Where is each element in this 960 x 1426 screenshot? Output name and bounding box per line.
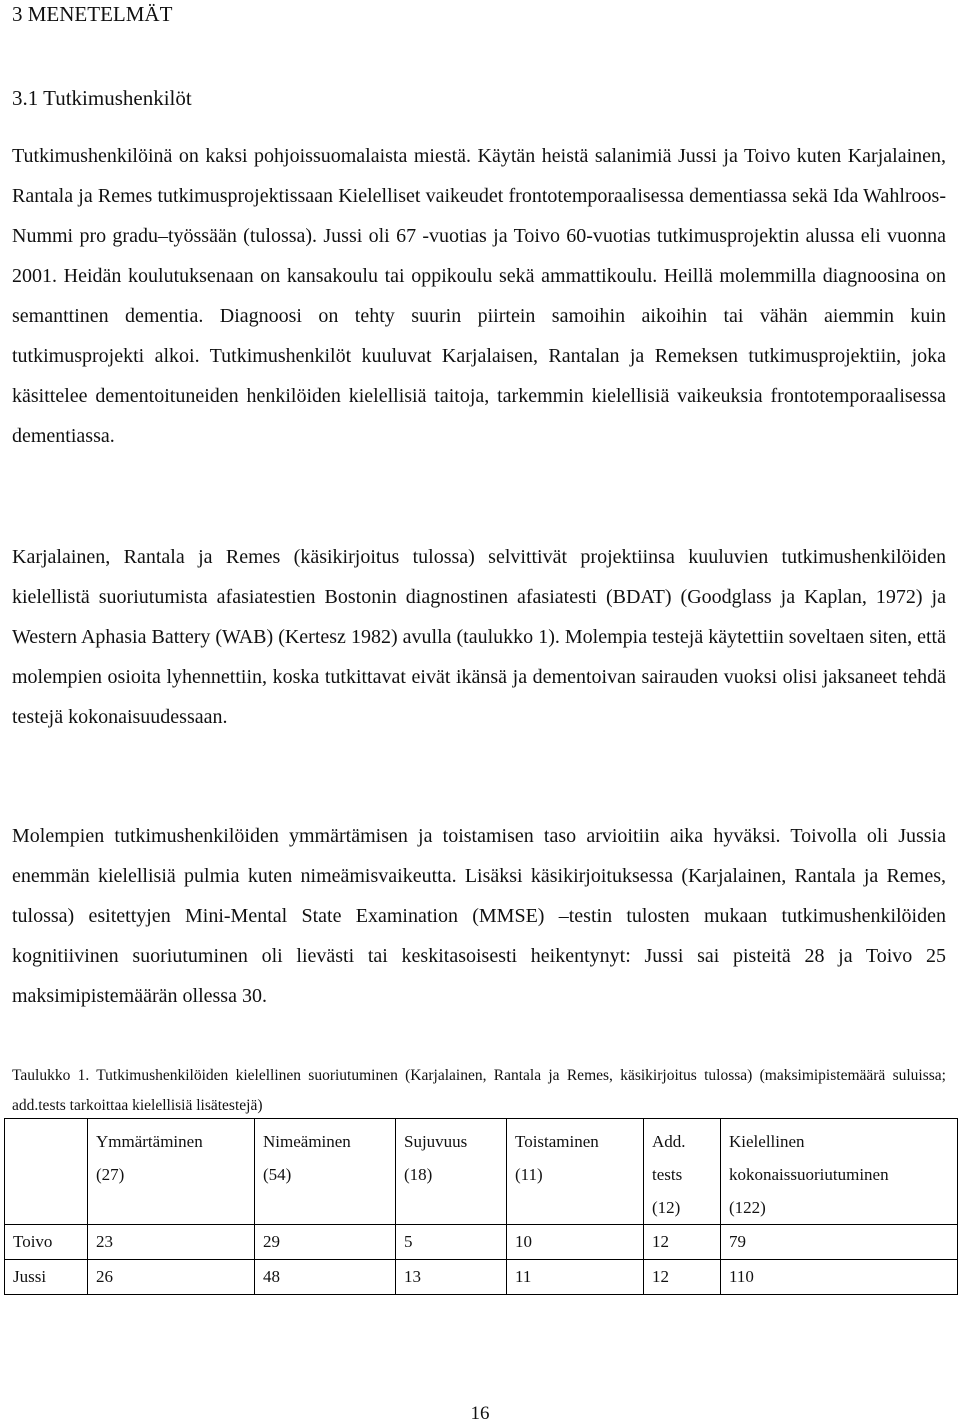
table-caption: Taulukko 1. Tutkimushenkilöiden kielellinen suoriutuminen (Karjalainen, Rantala ja Remes, käsikirjoitus tulossa) (maksimipistemäärä suluissa; add.tests tarkoittaa kielellisiä lisätestejä) [12, 1067, 946, 1114]
value-cell: 48 [255, 1260, 396, 1295]
value-cell: 29 [255, 1225, 396, 1260]
header-label: Add. tests [652, 1132, 686, 1184]
header-cell [721, 1119, 958, 1225]
header-label: Toistaminen [515, 1132, 599, 1151]
header-max: (54) [263, 1165, 292, 1184]
header-cell [396, 1119, 507, 1225]
value-cell: 5 [396, 1225, 507, 1260]
value-cell: 12 [644, 1260, 721, 1295]
value-cell: 12 [644, 1225, 721, 1260]
paragraph-3: Molempien tutkimushenkilöiden ymmärtämisen ja toistamisen taso arvioitiin aika hyväksi. Toivolla oli Jussia enemmän kielellisiä pulmia kuten nimeämisvaikeutta. Lisäksi käsikirjoituksessa (Karjalainen, Rantala ja Remes, tulossa) esitettyjen Mini-Mental State Examination (MMSE) –testin tulosten mukaan tutkimushenkilöiden kognitiivinen suoriutuminen oli lievästi tai keskitasoisesti heikentynyt: Jussi sai pisteitä 28 ja Toivo 25 maksimipistemäärän ollessa 30. [12, 825, 946, 1007]
value-cell: 110 [721, 1260, 958, 1295]
header-max: (12) [652, 1198, 681, 1217]
table-header-row [5, 1119, 958, 1225]
value-cell: 26 [88, 1260, 255, 1295]
table-row [5, 1260, 958, 1295]
section-heading: 3.1 Tutkimushenkilöt [12, 86, 192, 110]
header-label: Ymmärtäminen [96, 1132, 203, 1151]
value-cell: 79 [721, 1225, 958, 1260]
chapter-heading: 3 MENETELMÄT [12, 2, 173, 26]
results-table [4, 1118, 958, 1295]
header-cell-empty [5, 1119, 88, 1225]
table-row [5, 1225, 958, 1260]
paragraph-2: Karjalainen, Rantala ja Remes (käsikirjoitus tulossa) selvittivät projektiinsa kuuluvien tutkimushenkilöiden kielellistä suoriutumista afasiatestien Bostonin diagnostinen afasiatesti (BDAT) (Goodglass ja Kaplan, 1972) ja Western Aphasia Battery (WAB) (Kertesz 1982) avulla (taulukko 1). Molempia testejä käytettiin soveltaen siten, että molempien osioita lyhennettiin, koska tutkittavat eivät ikänsä ja dementoivan sairauden vuoksi olisi jaksaneet tehdä testejä kokonaisuudessaan. [12, 546, 946, 728]
header-cell [644, 1119, 721, 1225]
row-name-cell: Jussi [5, 1260, 88, 1295]
value-cell: 11 [507, 1260, 644, 1295]
header-label: Kielellinen kokonaissuoriutuminen [729, 1132, 889, 1184]
header-max: (122) [729, 1198, 766, 1217]
value-cell: 13 [396, 1260, 507, 1295]
row-name-cell: Toivo [5, 1225, 88, 1260]
header-cell [255, 1119, 396, 1225]
paragraph-1: Tutkimushenkilöinä on kaksi pohjoissuomalaista miestä. Käytän heistä salanimiä Jussi ja Toivo kuten Karjalainen, Rantala ja Remes tutkimusprojektissaan Kielelliset vaikeudet frontotemporaalisessa dementiassa sekä Ida Wahlroos-Nummi pro gradu–työssään (tulossa). Jussi oli 67 -vuotias ja Toivo 60-vuotias tutkimusprojektin alussa eli vuonna 2001. Heidän koulutuksenaan on kansakoulu tai oppikoulu sekä ammattikoulu. Heillä molemmilla diagnoosina on semanttinen dementia. Diagnoosi on tehty suurin piirtein samoihin aikoihin tai vähän aiemmin kuin tutkimusprojekti alkoi. Tutkimushenkilöt kuuluvat Karjalaisen, Rantalan ja Remeksen tutkimusprojektiin, joka käsittelee dementoituneiden henkilöiden kielellisiä taitoja, tarkemmin kielellisiä vaikeuksia frontotemporaalisessa dementiassa. [12, 145, 946, 447]
page-number: 16 [470, 1403, 490, 1424]
header-cell [88, 1119, 255, 1225]
header-cell [507, 1119, 644, 1225]
header-max: (18) [404, 1165, 433, 1184]
header-max: (27) [96, 1165, 125, 1184]
header-label: Sujuvuus [404, 1132, 468, 1151]
value-cell: 23 [88, 1225, 255, 1260]
header-label: Nimeäminen [263, 1132, 351, 1151]
value-cell: 10 [507, 1225, 644, 1260]
header-max: (11) [515, 1165, 543, 1184]
